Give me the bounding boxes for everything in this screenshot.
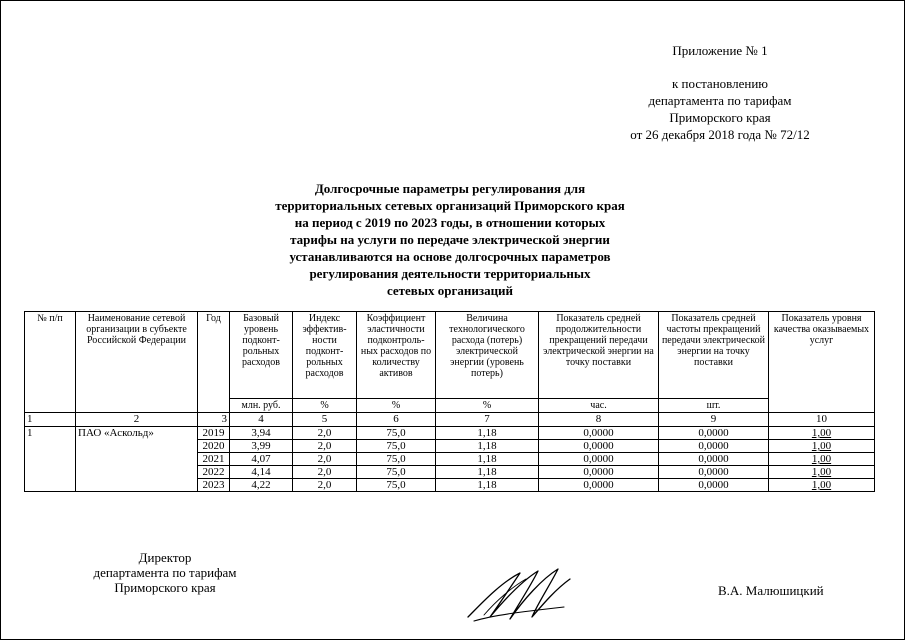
frequency-cell: 0,0000 <box>659 466 769 479</box>
title-line: на период с 2019 по 2023 годы, в отношении которых <box>294 215 606 230</box>
header-year: Год <box>198 312 230 413</box>
coef-cell: 75,0 <box>357 427 436 440</box>
unit-base: млн. руб. <box>230 399 293 413</box>
quality-cell: 1,00 <box>769 479 875 492</box>
header-losses: Величина технологического расхода (потерь) электрической энергии (уровень потерь) <box>436 312 539 399</box>
frequency-cell: 0,0000 <box>659 440 769 453</box>
appendix-resolution: к постановлению <box>671 76 769 91</box>
title-line: тарифы на услуги по передаче электрической энергии <box>290 232 610 247</box>
year-cell: 2019 <box>198 427 230 440</box>
header-row <box>25 312 875 399</box>
title-line: территориальных сетевых организаций Приморского края <box>275 198 625 213</box>
header-base-level: Базовый уровень подконт-рольных расходов <box>230 312 293 399</box>
index-cell: 2,0 <box>293 427 357 440</box>
duration-cell: 0,0000 <box>539 479 659 492</box>
appendix-gap <box>600 59 840 75</box>
column-number: 5 <box>293 413 357 427</box>
index-cell: 2,0 <box>293 453 357 466</box>
frequency-cell: 0,0000 <box>659 427 769 440</box>
frequency-cell: 0,0000 <box>659 479 769 492</box>
title-line: Долгосрочные параметры регулирования для <box>314 181 586 196</box>
year-cell: 2022 <box>198 466 230 479</box>
base-cell: 3,99 <box>230 440 293 453</box>
column-number: 2 <box>76 413 198 427</box>
appendix-block <box>600 42 840 143</box>
signer-title-line: Приморского края <box>114 580 216 595</box>
parameters-table <box>24 311 875 492</box>
signer-title-line: департамента по тарифам <box>93 565 237 580</box>
unit-frequency: шт. <box>659 399 769 413</box>
signer-title-line: Директор <box>138 550 192 565</box>
quality-cell: 1,00 <box>769 466 875 479</box>
base-cell: 4,14 <box>230 466 293 479</box>
loss-cell: 1,18 <box>436 427 539 440</box>
base-cell: 3,94 <box>230 427 293 440</box>
index-cell: 2,0 <box>293 440 357 453</box>
column-number: 3 <box>198 413 230 427</box>
coef-cell: 75,0 <box>357 466 436 479</box>
loss-cell: 1,18 <box>436 440 539 453</box>
column-number: 8 <box>539 413 659 427</box>
year-cell: 2020 <box>198 440 230 453</box>
year-cell: 2021 <box>198 453 230 466</box>
quality-cell: 1,00 <box>769 427 875 440</box>
index-cell: 2,0 <box>293 466 357 479</box>
org-number: 1 <box>25 427 76 492</box>
column-numbers-row <box>25 413 875 427</box>
duration-cell: 0,0000 <box>539 440 659 453</box>
title-line: устанавливаются на основе долгосрочных параметров <box>289 249 611 264</box>
header-quality: Показатель уровня качества оказываемых услуг <box>769 312 875 413</box>
loss-cell: 1,18 <box>436 479 539 492</box>
header-number: № п/п <box>25 312 76 413</box>
frequency-cell: 0,0000 <box>659 453 769 466</box>
duration-cell: 0,0000 <box>539 466 659 479</box>
column-number: 1 <box>25 413 76 427</box>
unit-duration: час. <box>539 399 659 413</box>
quality-cell: 1,00 <box>769 453 875 466</box>
base-cell: 4,07 <box>230 453 293 466</box>
unit-index: % <box>293 399 357 413</box>
signer-title <box>40 550 290 595</box>
coef-cell: 75,0 <box>357 440 436 453</box>
loss-cell: 1,18 <box>436 453 539 466</box>
duration-cell: 0,0000 <box>539 453 659 466</box>
title-line: сетевых организаций <box>386 283 514 298</box>
coef-cell: 75,0 <box>357 453 436 466</box>
appendix-department: департамента по тарифам <box>648 93 792 108</box>
header-organization: Наименование сетевой организации в субъекте Российской Федерации <box>76 312 198 413</box>
appendix-region: Приморского края <box>669 110 771 125</box>
base-cell: 4,22 <box>230 479 293 492</box>
year-cell: 2023 <box>198 479 230 492</box>
appendix-date: от 26 декабря 2018 года № 72/12 <box>630 127 810 142</box>
signer-name: В.А. Малюшицкий <box>718 583 824 598</box>
document-title <box>240 180 660 299</box>
index-cell: 2,0 <box>293 479 357 492</box>
org-name: ПАО «Аскольд» <box>76 427 198 492</box>
appendix-number: Приложение № 1 <box>672 43 768 58</box>
column-number: 10 <box>769 413 875 427</box>
coef-cell: 75,0 <box>357 479 436 492</box>
column-number: 4 <box>230 413 293 427</box>
handwritten-signature <box>460 565 575 625</box>
duration-cell: 0,0000 <box>539 427 659 440</box>
header-frequency: Показатель средней частоты прекращений передачи электрической энергии на точку поставки <box>659 312 769 399</box>
column-number: 9 <box>659 413 769 427</box>
loss-cell: 1,18 <box>436 466 539 479</box>
unit-loss: % <box>436 399 539 413</box>
header-elasticity: Коэффициент эластичности подконтроль-ных расходов по количеству активов <box>357 312 436 399</box>
header-duration: Показатель средней продолжительности прекращений передачи электрической энергии на точку поставки <box>539 312 659 399</box>
unit-coef: % <box>357 399 436 413</box>
header-efficiency-index: Индекс эффектив-ности подконт-рольных расходов <box>293 312 357 399</box>
quality-cell: 1,00 <box>769 440 875 453</box>
column-number: 6 <box>357 413 436 427</box>
title-line: регулирования деятельности территориальных <box>309 266 591 281</box>
column-number: 7 <box>436 413 539 427</box>
table-row <box>25 427 875 440</box>
